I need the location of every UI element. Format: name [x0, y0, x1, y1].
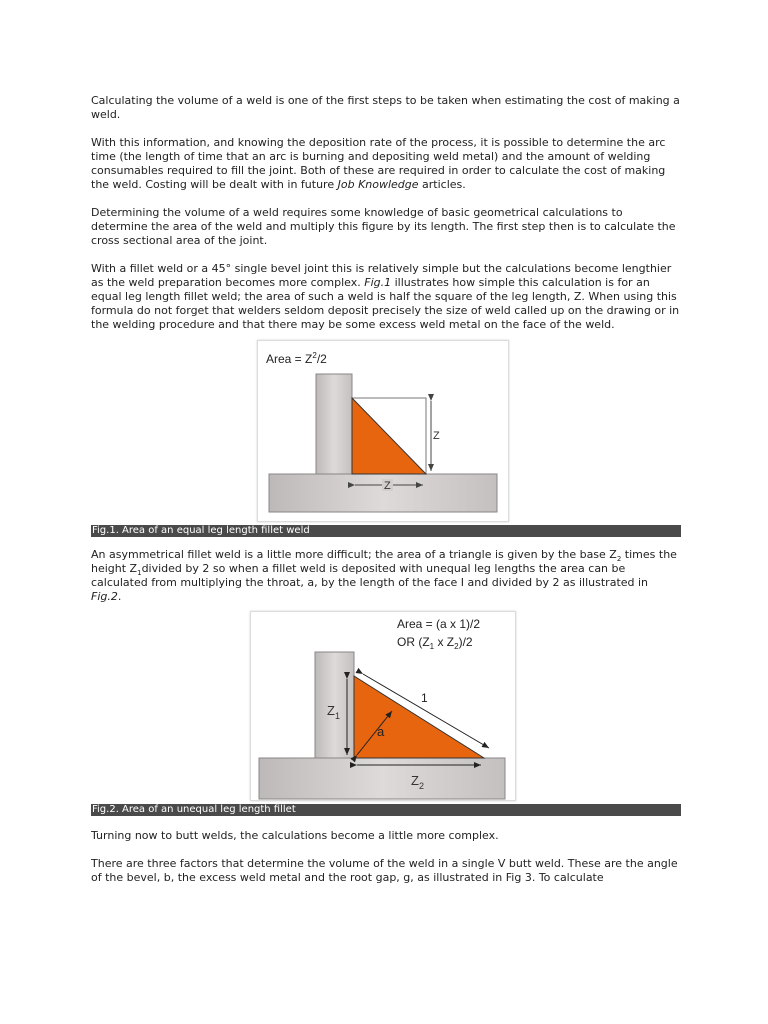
paragraph-butt-welds: Turning now to butt welds, the calculations become a little more complex.	[91, 829, 499, 842]
fig1-diagram	[257, 340, 509, 522]
fig1-weld-triangle	[352, 398, 426, 474]
paragraph-deposition: With this information, and knowing the deposition rate of the process, it is possible to determine the arc time (the length of time that an arc is burning and depositing weld metal) and the amount of welding consumables required to fill the joint. Both of these are required in order to calculate the cost of making the weld. Costing will be dealt with in future Job Knowledge articles.	[91, 136, 666, 191]
fig1-label-z-vertical: Z	[433, 430, 440, 442]
fig2-label-a: a	[377, 724, 385, 739]
job-knowledge-reference: Job Knowledge	[337, 178, 419, 191]
fig2-diagram	[250, 611, 516, 801]
fig2-caption: Fig.2. Area of an unequal leg length fillet	[91, 804, 681, 816]
fig2-base-plate	[259, 758, 505, 799]
fig2-label-z2: $Z_2$	[411, 773, 424, 791]
paragraph-asymmetrical-fillet: An asymmetrical fillet weld is a little more difficult; the area of a triangle is given by the base $Z_2$ times the height $Z_1divided$ by 2 so when a fillet weld is deposited with unequal leg lengths the area can be calculated from multiplying the throat, a, by the length of the face I and divided by 2 as illustrated in Fig.2.	[91, 548, 677, 603]
fig1-formula: Area = $Z^2/2$	[266, 351, 327, 366]
figure-1	[91, 340, 681, 537]
figure-2	[91, 611, 681, 816]
paragraph-single-v-butt: There are three factors that determine the volume of the weld in a single V butt weld. These are the angle of the bevel, b, the excess weld metal and the root gap, g, as illustrated in Fig 3. To calculate	[91, 857, 678, 884]
paragraph-intro: Calculating the volume of a weld is one of the first steps to be taken when estimating the cost of making a weld.	[91, 94, 680, 121]
fig1-vertical-plate	[316, 374, 352, 474]
fig2-label-1: 1	[421, 691, 428, 705]
fig2-weld-triangle	[354, 676, 484, 758]
paragraph-fillet-weld: With a fillet weld or a 45° single bevel joint this is relatively simple but the calculations become lengthier as the weld preparation becomes more complex. Fig.1 illustrates how simple this calculation is for an equal leg length fillet weld; the area of such a weld is half the square of the leg length, Z. When using this formula do not forget that welders seldom deposit precisely the size of weld called up on the drawing or in the welding procedure and that there may be some excess weld metal on the face of the weld.	[91, 262, 680, 331]
article-body	[91, 94, 681, 899]
fig2-reference: Fig.2	[91, 590, 118, 603]
fig1-caption: Fig.1. Area of an equal leg length fillet weld	[91, 525, 681, 537]
fig2-formula-line1: Area = (a x 1)/2	[397, 617, 481, 631]
paragraph-geometry: Determining the volume of a weld requires some knowledge of basic geometrical calculations to determine the area of the weld and multiply this figure by its length. The first step then is to calculate the cross sectional area of the joint.	[91, 206, 676, 247]
fig2-label-z1: $Z_1$	[327, 703, 340, 721]
fig1-reference: Fig.1	[364, 276, 392, 289]
fig1-label-z-horizontal: Z	[384, 480, 391, 492]
fig2-formula-line2: OR ($Z_1$ x $Z_2)/2$	[397, 635, 473, 651]
